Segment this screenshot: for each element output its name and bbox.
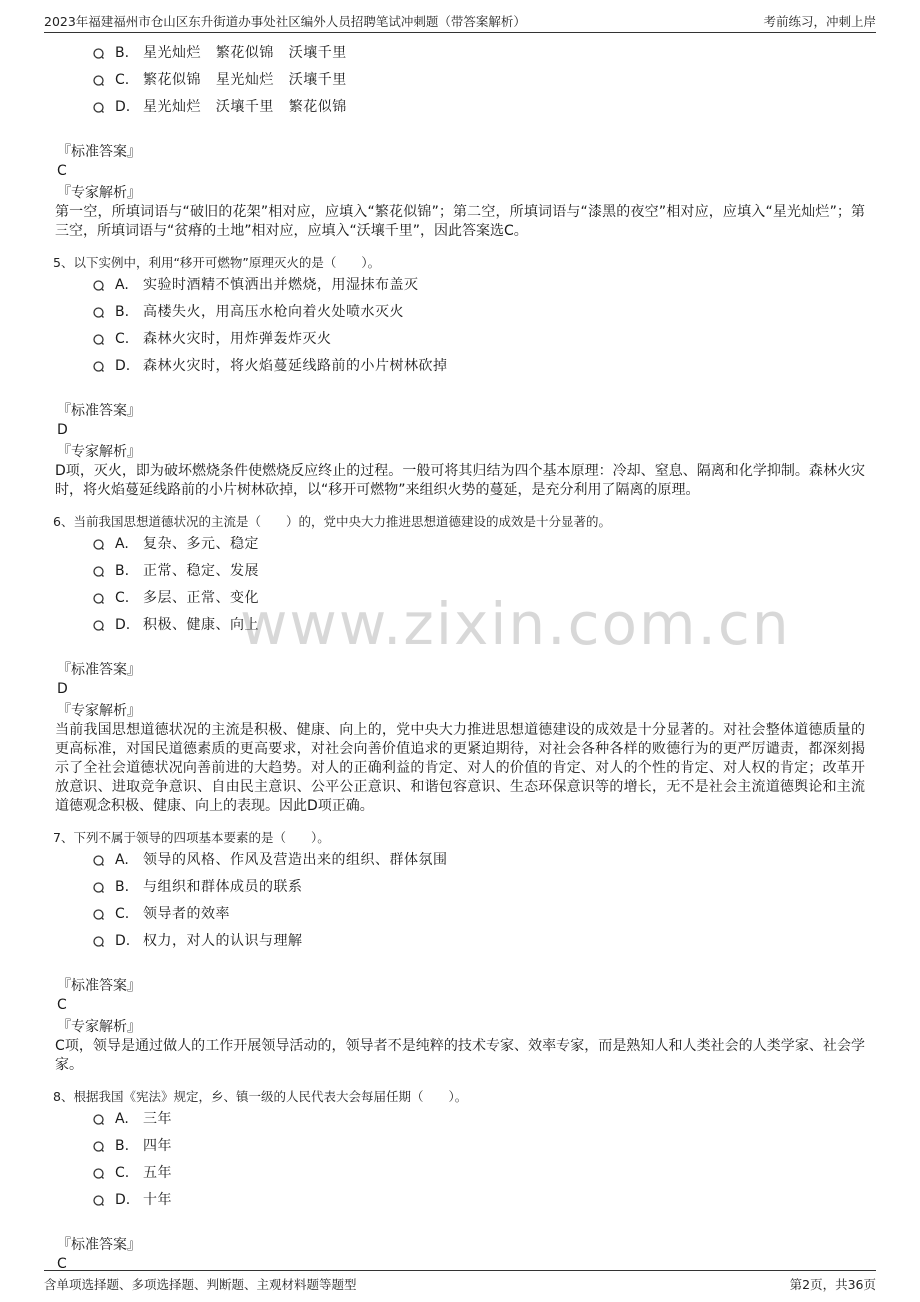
option-letter: D. <box>115 933 131 949</box>
answer-label: 『标准答案』 <box>57 662 141 678</box>
question-content <box>55 40 865 1273</box>
option-letter: A. <box>115 1111 129 1127</box>
answer-label: 『标准答案』 <box>57 403 141 419</box>
option-letter: B. <box>115 1138 130 1154</box>
document-title: 2023年福建福州市仓山区东升街道办事处社区编外人员招聘笔试冲刺题（带答案解析） <box>44 14 526 29</box>
option-letter: D. <box>115 99 131 115</box>
option-d[interactable] <box>55 353 865 380</box>
radio-icon[interactable] <box>93 909 104 920</box>
standard-answer: D <box>57 681 68 697</box>
option-letter: C. <box>115 331 130 347</box>
analysis-label: 『专家解析』 <box>57 444 141 460</box>
option-d[interactable] <box>55 1187 865 1214</box>
option-b[interactable] <box>55 40 865 67</box>
option-letter: D. <box>115 1192 131 1208</box>
question-4 <box>55 40 865 241</box>
option-text: 多层、正常、变化 <box>143 590 259 606</box>
option-c[interactable] <box>55 901 865 928</box>
option-text: 复杂、多元、稳定 <box>143 536 259 552</box>
question-stem: 6、当前我国思想道德状况的主流是（ ）的，党中央大力推进思想道德建设的成效是十分显著的。 <box>53 514 611 529</box>
header-slogan: 考前练习，冲刺上岸 <box>763 14 876 29</box>
option-text: 实验时酒精不慎洒出并燃烧，用湿抹布盖灭 <box>143 277 419 293</box>
answer-label: 『标准答案』 <box>57 144 141 160</box>
radio-icon[interactable] <box>93 620 104 631</box>
page-footer <box>44 1270 876 1295</box>
page-header <box>44 10 876 33</box>
analysis-text: C项，领导是通过做人的工作开展领导活动的，领导者不是纯粹的技术专家、效率专家，而是熟知人和人类社会的人类学家、社会学家。 <box>55 1038 865 1073</box>
question-types-note: 含单项选择题、多项选择题、判断题、主观材料题等题型 <box>44 1277 357 1292</box>
option-b[interactable] <box>55 558 865 585</box>
option-text: 四年 <box>143 1138 172 1154</box>
option-letter: D. <box>115 617 131 633</box>
radio-icon[interactable] <box>93 361 104 372</box>
option-letter: B. <box>115 879 130 895</box>
radio-icon[interactable] <box>93 75 104 86</box>
question-8 <box>55 1088 865 1273</box>
option-text: 正常、稳定、发展 <box>143 563 259 579</box>
radio-icon[interactable] <box>93 1168 104 1179</box>
standard-answer: C <box>57 997 67 1013</box>
option-letter: C. <box>115 590 130 606</box>
question-stem: 5、以下实例中，利用“移开可燃物”原理灭火的是（ ）。 <box>53 255 381 270</box>
option-text: 与组织和群体成员的联系 <box>143 879 303 895</box>
radio-icon[interactable] <box>93 855 104 866</box>
option-text: 十年 <box>143 1192 172 1208</box>
question-6 <box>55 513 865 816</box>
option-text: 森林火灾时，将火焰蔓延线路前的小片树林砍掉 <box>143 358 448 374</box>
option-letter: B. <box>115 304 130 320</box>
option-text: 高楼失火，用高压水枪向着火处喷水灭火 <box>143 304 404 320</box>
option-a[interactable] <box>55 531 865 558</box>
analysis-label: 『专家解析』 <box>57 1019 141 1035</box>
option-text: 领导的风格、作风及营造出来的组织、群体氛围 <box>143 852 448 868</box>
option-text: 五年 <box>143 1165 172 1181</box>
question-stem: 8、根据我国《宪法》规定，乡、镇一级的人民代表大会每届任期（ ）。 <box>53 1089 468 1104</box>
analysis-label: 『专家解析』 <box>57 185 141 201</box>
option-c[interactable] <box>55 585 865 612</box>
option-a[interactable] <box>55 1106 865 1133</box>
option-text: 星光灿烂 沃壤千里 繁花似锦 <box>143 99 347 115</box>
radio-icon[interactable] <box>93 566 104 577</box>
radio-icon[interactable] <box>93 593 104 604</box>
option-text: 星光灿烂 繁花似锦 沃壤千里 <box>143 45 347 61</box>
standard-answer: D <box>57 422 68 438</box>
option-text: 繁花似锦 星光灿烂 沃壤千里 <box>143 72 347 88</box>
option-c[interactable] <box>55 326 865 353</box>
analysis-text: D项，灭火，即为破坏燃烧条件使燃烧反应终止的过程。一般可将其归结为四个基本原理：冷却、窒息、隔离和化学抑制。森林火灾时，将火焰蔓延线路前的小片树林砍掉，以“移开可燃物”来组织火势的蔓延，是充分利用了隔离的原理。 <box>55 463 865 498</box>
option-letter: C. <box>115 72 130 88</box>
radio-icon[interactable] <box>93 882 104 893</box>
question-stem: 7、下列不属于领导的四项基本要素的是（ ）。 <box>53 830 330 845</box>
option-letter: C. <box>115 1165 130 1181</box>
option-a[interactable] <box>55 847 865 874</box>
option-text: 积极、健康、向上 <box>143 617 259 633</box>
standard-answer: C <box>57 1256 67 1272</box>
radio-icon[interactable] <box>93 280 104 291</box>
option-letter: A. <box>115 852 129 868</box>
option-d[interactable] <box>55 612 865 639</box>
analysis-text: 第一空，所填词语与“破旧的花架”相对应，应填入“繁花似锦”；第二空，所填词语与“漆黑的夜空”相对应，应填入“星光灿烂”；第三空，所填词语与“贫瘠的土地”相对应，应填入“沃壤千里”，因此答案选C。 <box>55 204 865 239</box>
watermark: www.zixin.com.cn <box>240 590 791 658</box>
option-b[interactable] <box>55 299 865 326</box>
option-letter: C. <box>115 906 130 922</box>
radio-icon[interactable] <box>93 936 104 947</box>
radio-icon[interactable] <box>93 307 104 318</box>
radio-icon[interactable] <box>93 334 104 345</box>
option-letter: B. <box>115 563 130 579</box>
radio-icon[interactable] <box>93 539 104 550</box>
answer-label: 『标准答案』 <box>57 978 141 994</box>
radio-icon[interactable] <box>93 102 104 113</box>
option-letter: B. <box>115 45 130 61</box>
option-b[interactable] <box>55 1133 865 1160</box>
option-text: 三年 <box>143 1111 172 1127</box>
answer-label: 『标准答案』 <box>57 1237 141 1253</box>
option-d[interactable] <box>55 928 865 955</box>
radio-icon[interactable] <box>93 48 104 59</box>
option-text: 领导者的效率 <box>143 906 230 922</box>
question-7 <box>55 829 865 1075</box>
radio-icon[interactable] <box>93 1114 104 1125</box>
question-5 <box>55 254 865 500</box>
page-number: 第2页，共36页 <box>789 1277 876 1292</box>
option-letter: A. <box>115 536 129 552</box>
radio-icon[interactable] <box>93 1195 104 1206</box>
option-c[interactable] <box>55 1160 865 1187</box>
standard-answer: C <box>57 163 67 179</box>
radio-icon[interactable] <box>93 1141 104 1152</box>
option-letter: D. <box>115 358 131 374</box>
option-a[interactable] <box>55 272 865 299</box>
option-c[interactable] <box>55 67 865 94</box>
analysis-label: 『专家解析』 <box>57 703 141 719</box>
analysis-text: 当前我国思想道德状况的主流是积极、健康、向上的，党中央大力推进思想道德建设的成效是十分显著的。对社会整体道德质量的更高标准，对国民道德素质的更高要求，对社会向善价值追求的更紧迫期待，对社会各种各样的败德行为的更严厉谴责，都深刻揭示了全社会道德状况向善前进的大趋势。对人的正确利益的肯定、对人的价值的肯定、对人的个性的肯定、对人权的肯定；改革开放意识、进取竞争意识、自由民主意识、公平公正意识、和谐包容意识、生态环保意识等的增长，无不是社会主流道德舆论和主流道德观念积极、健康、向上的表现。因此D项正确。 <box>55 722 865 814</box>
option-d[interactable] <box>55 94 865 121</box>
option-text: 森林火灾时，用炸弹轰炸灭火 <box>143 331 332 347</box>
option-text: 权力，对人的认识与理解 <box>143 933 303 949</box>
option-letter: A. <box>115 277 129 293</box>
option-b[interactable] <box>55 874 865 901</box>
